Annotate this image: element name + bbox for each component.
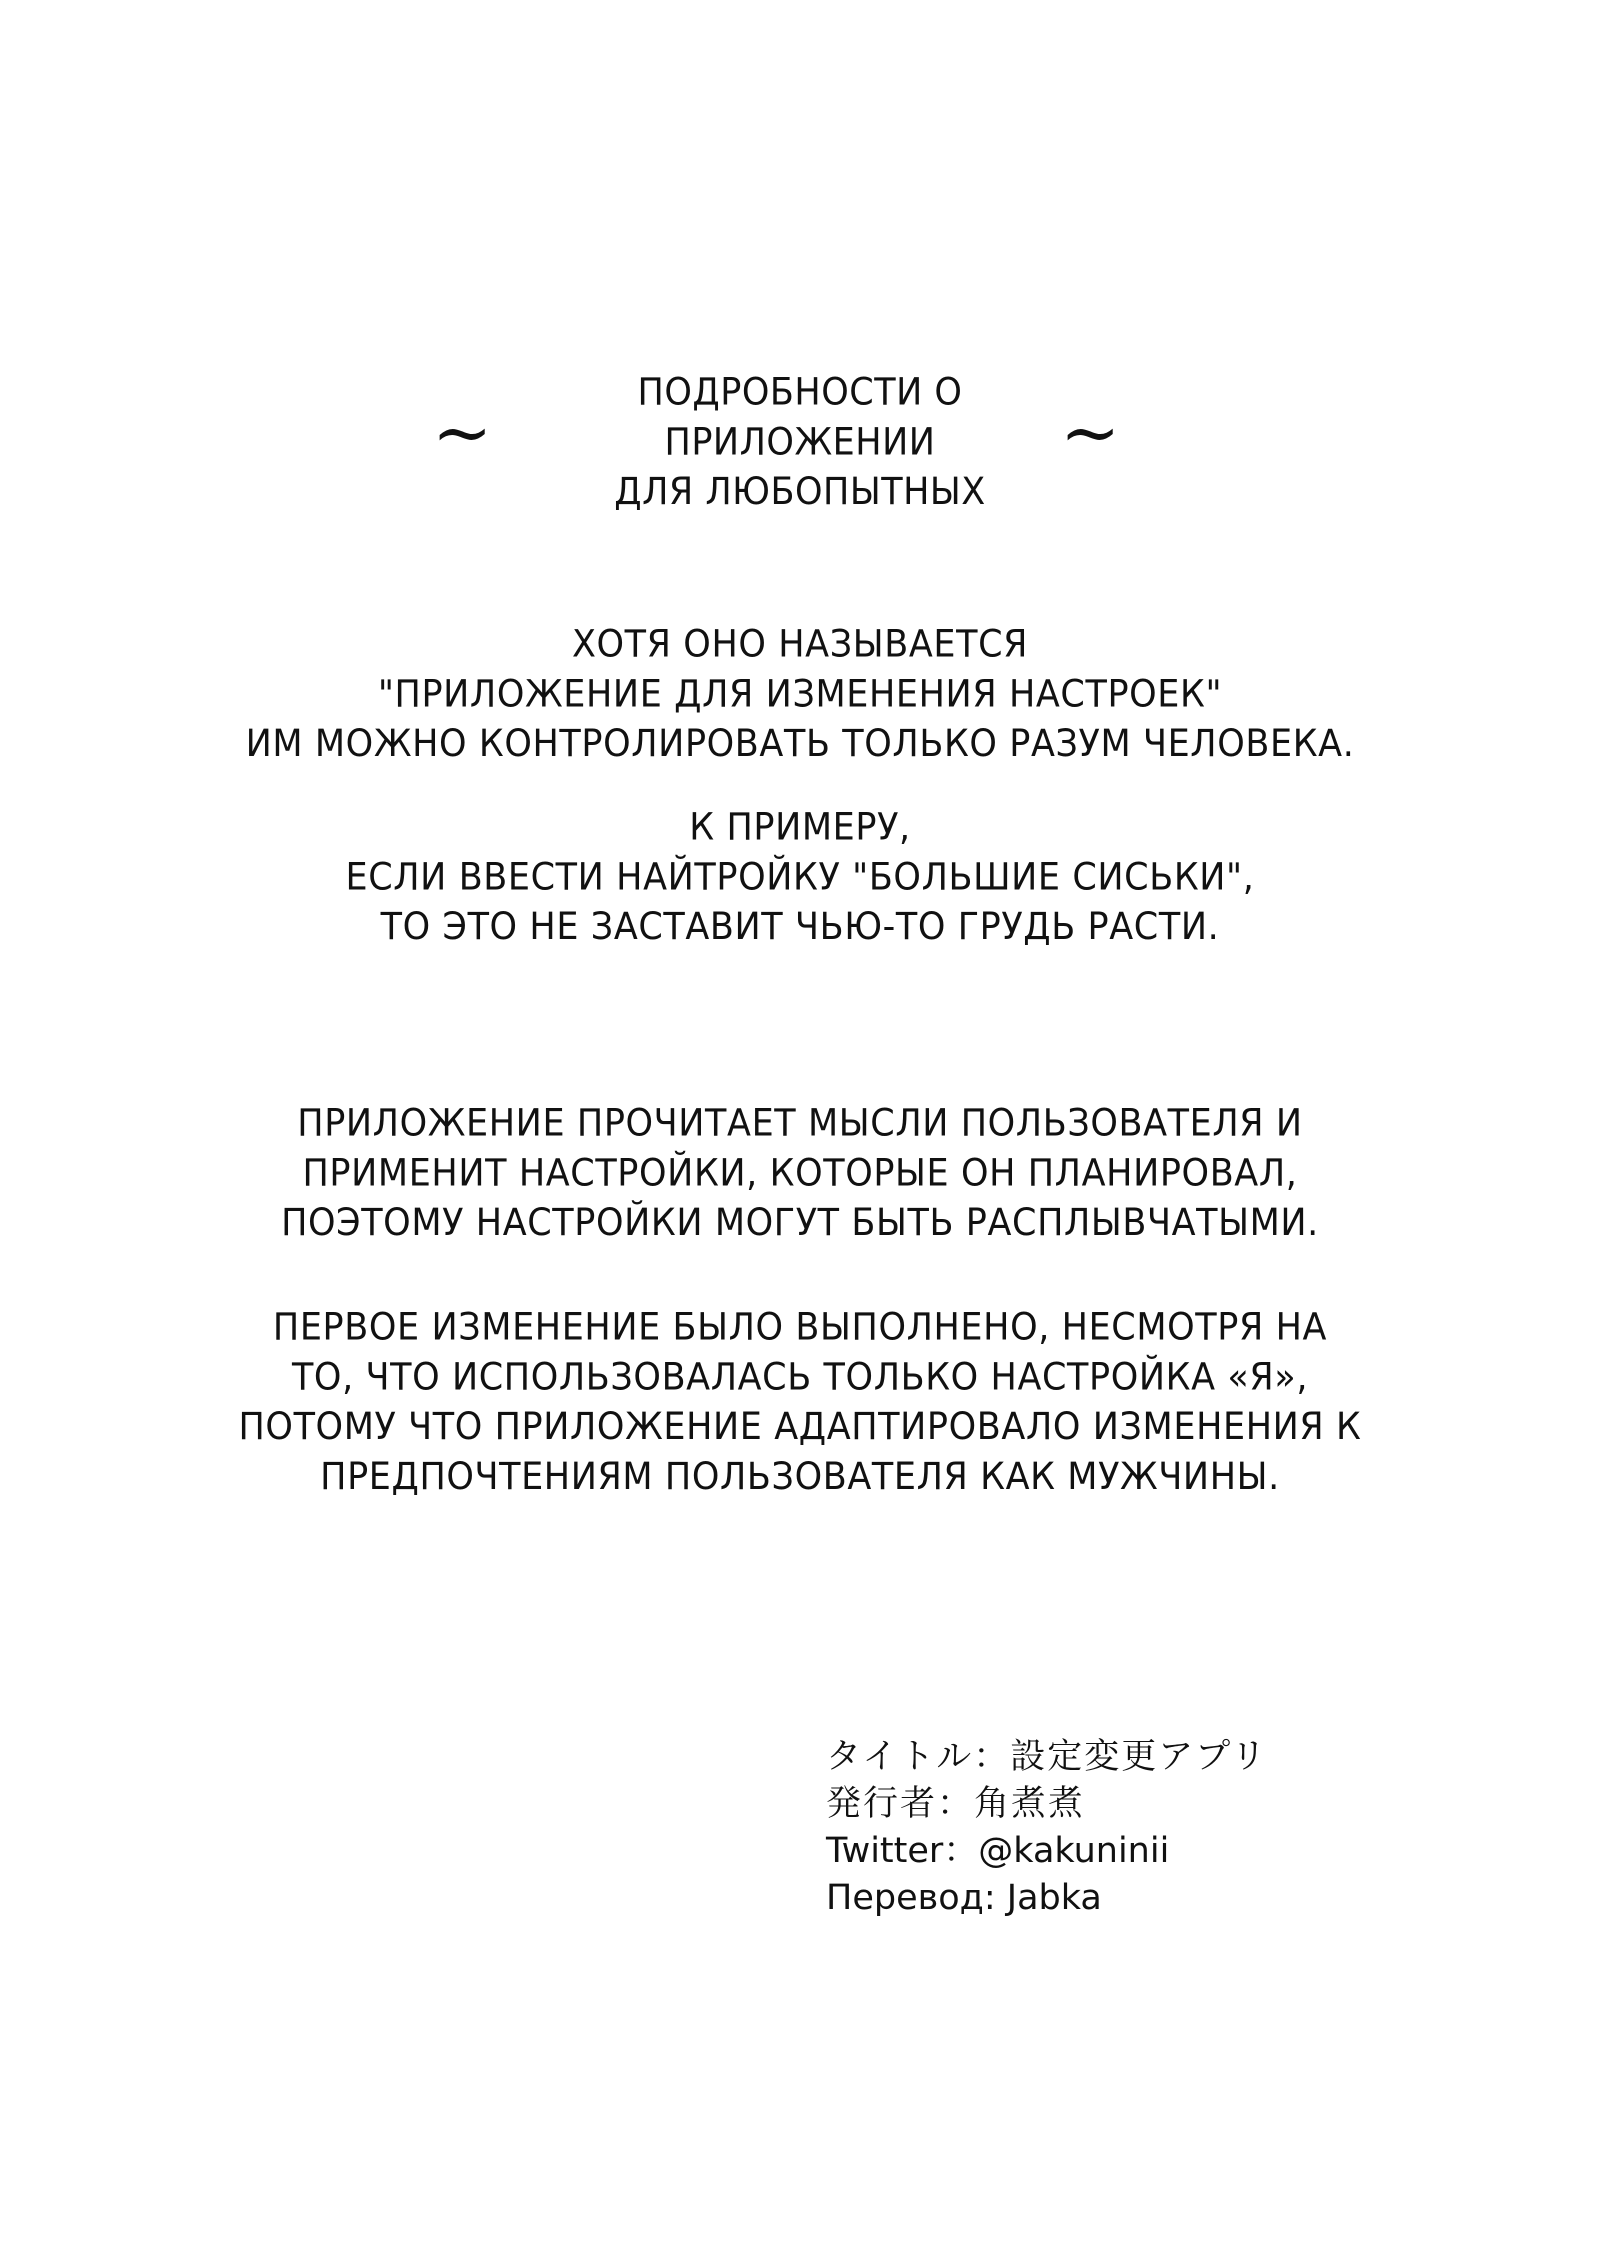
page-title: [500, 368, 1100, 517]
tilde-right-ornament: ~: [1060, 390, 1121, 474]
paragraph-reads-thoughts: [80, 1099, 1520, 1248]
paragraph-line: ЕСЛИ ВВЕСТИ НАЙТРОЙКУ "БОЛЬШИЕ СИСЬКИ",: [345, 855, 1255, 900]
credit-publisher: 発行者：角煮煮: [826, 1784, 1086, 1824]
paragraph-line: ХОТЯ ОНО НАЗЫВАЕТСЯ: [571, 623, 1029, 667]
credit-translation: Перевод: Jabka: [826, 1878, 1102, 1918]
paragraph-line: ПОТОМУ ЧТО ПРИЛОЖЕНИЕ АДАПТИРОВАЛО ИЗМЕНЕНИЯ К: [238, 1405, 1362, 1449]
paragraph-app-name: [80, 620, 1520, 769]
paragraph-line: ПРИЛОЖЕНИЕ ПРОЧИТАЕТ МЫСЛИ ПОЛЬЗОВАТЕЛЯ И: [297, 1102, 1303, 1146]
heading-block: [0, 368, 1600, 514]
paragraph-line: ПЕРВОЕ ИЗМЕНЕНИЕ БЫЛО ВЫПОЛНЕНО, НЕСМОТРЯ НА: [272, 1306, 1328, 1350]
paragraph-line: ИМ МОЖНО КОНТРОЛИРОВАТЬ ТОЛЬКО РАЗУМ ЧЕЛОВЕКА.: [245, 722, 1355, 766]
paragraph-line: ПОЭТОМУ НАСТРОЙКИ МОГУТ БЫТЬ РАСПЛЫВЧАТЫМИ.: [281, 1201, 1319, 1245]
title-line: ПОДРОБНОСТИ О: [637, 371, 963, 415]
credit-twitter: Twitter：@kakuninii: [826, 1831, 1170, 1871]
credit-title: タイトル：設定変更アプリ: [826, 1737, 1268, 1777]
paragraph-line: ТО, ЧТО ИСПОЛЬЗОВАЛАСЬ ТОЛЬКО НАСТРОЙКА «Я»,: [291, 1355, 1309, 1400]
paragraph-first-change: [80, 1303, 1520, 1502]
title-line: ДЛЯ ЛЮБОПЫТНЫХ: [614, 470, 986, 514]
paragraph-line: К ПРИМЕРУ,: [689, 806, 911, 850]
credits-block: [826, 1734, 1386, 1922]
paragraph-example: [80, 803, 1520, 952]
paragraph-line: "ПРИЛОЖЕНИЕ ДЛЯ ИЗМЕНЕНИЯ НАСТРОЕК": [377, 672, 1223, 717]
tilde-left-ornament: ~: [432, 390, 493, 474]
title-line: ПРИЛОЖЕНИИ: [664, 420, 936, 465]
paragraph-line: ТО ЭТО НЕ ЗАСТАВИТ ЧЬЮ-ТО ГРУДЬ РАСТИ.: [380, 905, 1220, 949]
paragraph-line: ПРЕДПОЧТЕНИЯМ ПОЛЬЗОВАТЕЛЯ КАК МУЖЧИНЫ.: [320, 1455, 1280, 1499]
paragraph-line: ПРИМЕНИТ НАСТРОЙКИ, КОТОРЫЕ ОН ПЛАНИРОВАЛ,: [302, 1151, 1298, 1196]
